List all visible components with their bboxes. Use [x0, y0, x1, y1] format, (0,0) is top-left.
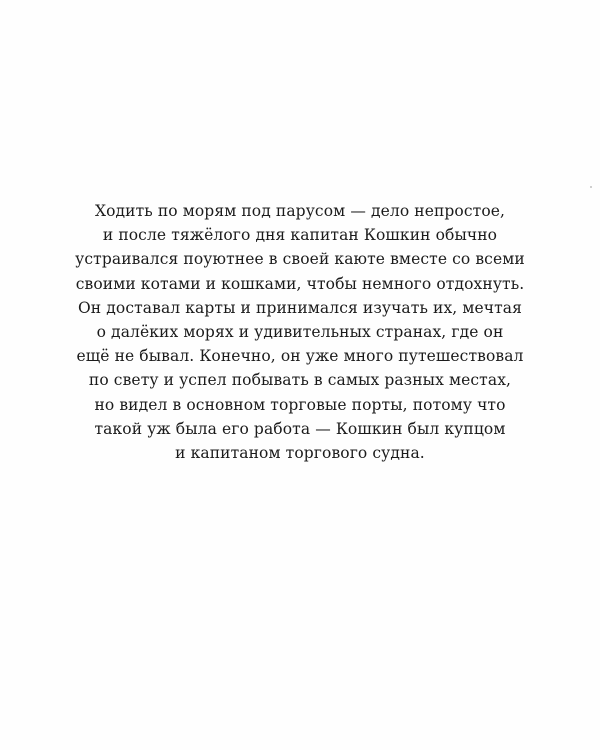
page-edge-mark — [590, 186, 592, 188]
paragraph-line: Ходить по морям под парусом — дело непростое, — [94, 202, 506, 220]
paragraph-line: по свету и успел побывать в самых разных местах, — [88, 371, 512, 390]
paragraph-line: такой уж была его работа — Кошкин был купцом — [94, 419, 506, 438]
paragraph-line: ещё не бывал. Конечно, он уже много путешествовал — [76, 347, 524, 366]
story-paragraph — [0, 199, 600, 465]
paragraph-line: и капитаном торгового судна. — [175, 443, 425, 462]
paragraph-line: Он доставал карты и принимался изучать их, мечтая — [77, 298, 523, 317]
paragraph-line: и после тяжёлого дня капитан Кошкин обычно — [102, 226, 498, 245]
paragraph-line: устраивался поуютнее в своей каюте вместе со всеми — [75, 250, 525, 269]
paragraph-line: своими котами и кошками, чтобы немного отдохнуть. — [75, 274, 525, 293]
paragraph-line: но видел в основном торговые порты, потому что — [94, 395, 506, 414]
paragraph-line: о далёких морях и удивительных странах, где он — [96, 322, 504, 341]
